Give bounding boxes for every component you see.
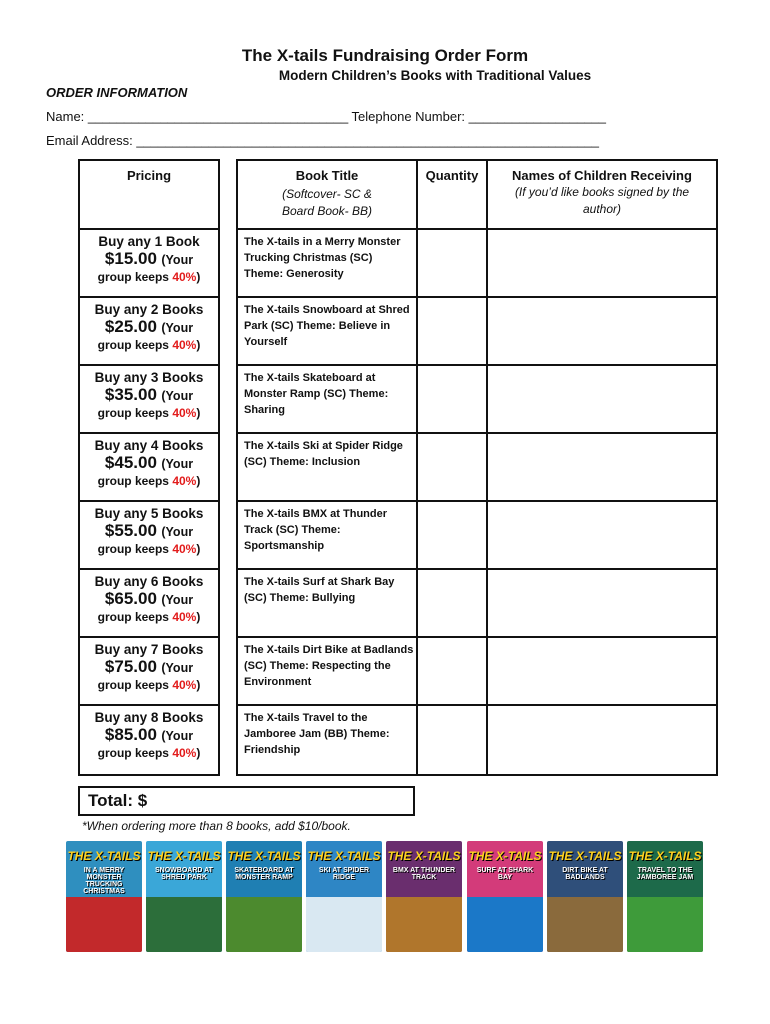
pricing-keeps-text: group keeps bbox=[97, 338, 169, 352]
book-title-cell: The X-tails Travel to the Jamboree Jam (BB) Theme: Friendship bbox=[244, 712, 390, 756]
pricing-buy-label: Buy any 3 Books bbox=[94, 370, 204, 385]
book-title-cell: The X-tails Snowboard at Shred Park (SC) Theme: Believe in Yourself bbox=[244, 304, 410, 348]
book-cover-image bbox=[467, 841, 543, 952]
header-pricing: Pricing bbox=[126, 168, 172, 183]
children-names-input[interactable] bbox=[488, 638, 716, 704]
cover-scene bbox=[306, 897, 382, 952]
extra-books-note: *When ordering more than 8 books, add $10/book. bbox=[82, 819, 351, 833]
book-cover-image bbox=[146, 841, 222, 952]
cover-logo: THE X-TAILS bbox=[307, 849, 381, 863]
pricing-keeps bbox=[80, 474, 218, 488]
quantity-input[interactable] bbox=[418, 706, 486, 772]
cover-scene bbox=[547, 897, 623, 952]
book-cover-image bbox=[66, 841, 142, 952]
pricing-buy-label: Buy any 2 Books bbox=[94, 302, 204, 317]
pricing-cell bbox=[80, 500, 218, 556]
pricing-amount: $85.00 bbox=[104, 725, 157, 744]
pricing-your: (Your bbox=[161, 593, 194, 607]
cover-scene bbox=[226, 897, 302, 952]
cover-scene bbox=[627, 897, 703, 952]
pricing-amount: $15.00 bbox=[104, 249, 157, 268]
book-cover-image bbox=[226, 841, 302, 952]
pricing-your: (Your bbox=[161, 729, 194, 743]
quantity-input[interactable] bbox=[418, 434, 486, 500]
page-subtitle: Modern Children’s Books with Traditional Values bbox=[278, 68, 592, 83]
pricing-cell bbox=[80, 296, 218, 352]
children-names-input[interactable] bbox=[488, 570, 716, 636]
quantity-input[interactable] bbox=[418, 298, 486, 364]
cover-logo: THE X-TAILS bbox=[387, 849, 461, 863]
cover-logo: THE X-TAILS bbox=[67, 849, 141, 863]
pricing-buy-label: Buy any 5 Books bbox=[94, 506, 204, 521]
quantity-input[interactable] bbox=[418, 502, 486, 568]
pricing-amount: $55.00 bbox=[104, 521, 157, 540]
cover-title: SURF AT SHARK BAY bbox=[476, 867, 534, 881]
cover-logo: THE X-TAILS bbox=[147, 849, 221, 863]
pricing-percent: 40% bbox=[172, 270, 197, 284]
pricing-percent: 40% bbox=[172, 542, 197, 556]
pricing-cell bbox=[80, 568, 218, 624]
pricing-keeps-text: group keeps bbox=[97, 406, 169, 420]
pricing-percent: 40% bbox=[172, 338, 197, 352]
book-title-cell: The X-tails BMX at Thunder Track (SC) Theme: Sportsmanship bbox=[244, 508, 388, 552]
pricing-amount: $45.00 bbox=[104, 453, 157, 472]
children-names-input[interactable] bbox=[488, 298, 716, 364]
header-names-sub: (If you’d like books signed by the author) bbox=[514, 185, 690, 216]
pricing-buy-label: Buy any 6 Books bbox=[94, 574, 204, 589]
cover-title: SNOWBOARD AT SHRED PARK bbox=[155, 867, 213, 881]
cover-title: IN A MERRY MONSTER TRUCKING CHRISTMAS bbox=[83, 867, 125, 895]
quantity-input[interactable] bbox=[418, 230, 486, 296]
page-title: The X-tails Fundraising Order Form bbox=[241, 46, 529, 65]
pricing-border-bottom bbox=[78, 774, 220, 776]
pricing-keeps bbox=[80, 678, 218, 692]
pricing-percent: 40% bbox=[172, 610, 197, 624]
pricing-your: (Your bbox=[161, 321, 194, 335]
pricing-keeps-text: group keeps bbox=[97, 610, 169, 624]
book-title-cell: The X-tails in a Merry Monster Trucking Christmas (SC) Theme: Generosity bbox=[244, 236, 401, 280]
pricing-percent: 40% bbox=[172, 678, 197, 692]
pricing-amount: $65.00 bbox=[104, 589, 157, 608]
cover-scene bbox=[386, 897, 462, 952]
cover-title: SKI AT SPIDER RIDGE bbox=[318, 867, 370, 881]
table-border-top bbox=[236, 159, 718, 161]
cover-title: TRAVEL TO THE JAMBOREE JAM bbox=[636, 867, 694, 881]
pricing-cell bbox=[80, 704, 218, 760]
pricing-cell bbox=[80, 228, 218, 284]
quantity-input[interactable] bbox=[418, 366, 486, 432]
pricing-keeps bbox=[80, 406, 218, 420]
cover-title: SKATEBOARD AT MONSTER RAMP bbox=[234, 867, 294, 881]
pricing-keeps bbox=[80, 270, 218, 284]
cover-title: BMX AT THUNDER TRACK bbox=[392, 867, 456, 881]
pricing-keeps bbox=[80, 610, 218, 624]
book-cover-image bbox=[547, 841, 623, 952]
pricing-close: ) bbox=[196, 406, 201, 420]
pricing-buy-label: Buy any 8 Books bbox=[94, 710, 204, 725]
cover-logo: THE X-TAILS bbox=[468, 849, 542, 863]
book-cover-image bbox=[627, 841, 703, 952]
pricing-close: ) bbox=[196, 678, 201, 692]
cover-scene bbox=[467, 897, 543, 952]
pricing-cell bbox=[80, 364, 218, 420]
cover-scene bbox=[146, 897, 222, 952]
pricing-buy-label: Buy any 7 Books bbox=[94, 642, 204, 657]
pricing-cell bbox=[80, 432, 218, 488]
pricing-border-top bbox=[78, 159, 220, 161]
pricing-amount: $75.00 bbox=[104, 657, 157, 676]
pricing-close: ) bbox=[196, 610, 201, 624]
pricing-close: ) bbox=[196, 270, 201, 284]
pricing-buy-label: Buy any 1 Book bbox=[98, 234, 200, 249]
email-field[interactable]: Email Address: ________________________________________________________________ bbox=[46, 133, 600, 148]
quantity-input[interactable] bbox=[418, 570, 486, 636]
pricing-percent: 40% bbox=[172, 474, 197, 488]
pricing-keeps bbox=[80, 338, 218, 352]
cover-scene bbox=[66, 897, 142, 952]
pricing-your: (Your bbox=[161, 525, 194, 539]
pricing-your: (Your bbox=[161, 389, 194, 403]
total-label: Total: $ bbox=[88, 791, 148, 810]
pricing-close: ) bbox=[196, 746, 201, 760]
pricing-buy-label: Buy any 4 Books bbox=[94, 438, 204, 453]
pricing-keeps bbox=[80, 542, 218, 556]
pricing-border-right bbox=[218, 159, 220, 776]
pricing-close: ) bbox=[196, 542, 201, 556]
children-names-input[interactable] bbox=[488, 230, 716, 296]
pricing-cell bbox=[80, 636, 218, 692]
header-book-title-sub: (Softcover- SC & Board Book- BB) bbox=[281, 187, 373, 218]
children-names-input[interactable] bbox=[488, 502, 716, 568]
book-title-cell: The X-tails Skateboard at Monster Ramp (SC) Theme: Sharing bbox=[244, 372, 389, 416]
children-names-input[interactable] bbox=[488, 434, 716, 500]
header-book-title: Book Title bbox=[295, 168, 359, 183]
pricing-percent: 40% bbox=[172, 746, 197, 760]
total-box[interactable] bbox=[78, 786, 415, 816]
pricing-close: ) bbox=[196, 474, 201, 488]
book-cover-image bbox=[306, 841, 382, 952]
pricing-keeps-text: group keeps bbox=[97, 474, 169, 488]
pricing-keeps bbox=[80, 746, 218, 760]
book-title-cell: The X-tails Ski at Spider Ridge (SC) Theme: Inclusion bbox=[244, 440, 403, 468]
name-phone-field[interactable]: Name: ____________________________________ Telephone Number: ___________________ bbox=[46, 109, 606, 124]
pricing-your: (Your bbox=[161, 253, 194, 267]
cover-logo: THE X-TAILS bbox=[628, 849, 702, 863]
header-names: Names of Children Receiving bbox=[512, 168, 692, 183]
children-names-input[interactable] bbox=[488, 706, 716, 772]
table-border-left bbox=[236, 159, 238, 776]
pricing-amount: $25.00 bbox=[104, 317, 157, 336]
book-title-cell: The X-tails Dirt Bike at Badlands (SC) Theme: Respecting the Environment bbox=[244, 644, 414, 688]
section-heading: ORDER INFORMATION bbox=[46, 85, 188, 100]
children-names-input[interactable] bbox=[488, 366, 716, 432]
pricing-keeps-text: group keeps bbox=[97, 542, 169, 556]
table-border-bottom bbox=[236, 774, 718, 776]
quantity-input[interactable] bbox=[418, 638, 486, 704]
book-cover-image bbox=[386, 841, 462, 952]
header-quantity: Quantity bbox=[425, 168, 479, 183]
book-title-cell: The X-tails Surf at Shark Bay (SC) Theme: Bullying bbox=[244, 576, 395, 604]
cover-logo: THE X-TAILS bbox=[548, 849, 622, 863]
cover-title: DIRT BIKE AT BADLANDS bbox=[562, 867, 608, 881]
pricing-your: (Your bbox=[161, 457, 194, 471]
cover-logo: THE X-TAILS bbox=[227, 849, 301, 863]
pricing-keeps-text: group keeps bbox=[97, 270, 169, 284]
pricing-amount: $35.00 bbox=[104, 385, 157, 404]
table-border-right bbox=[716, 159, 718, 776]
pricing-keeps-text: group keeps bbox=[97, 746, 169, 760]
pricing-keeps-text: group keeps bbox=[97, 678, 169, 692]
pricing-percent: 40% bbox=[172, 406, 197, 420]
pricing-close: ) bbox=[196, 338, 201, 352]
pricing-your: (Your bbox=[161, 661, 194, 675]
